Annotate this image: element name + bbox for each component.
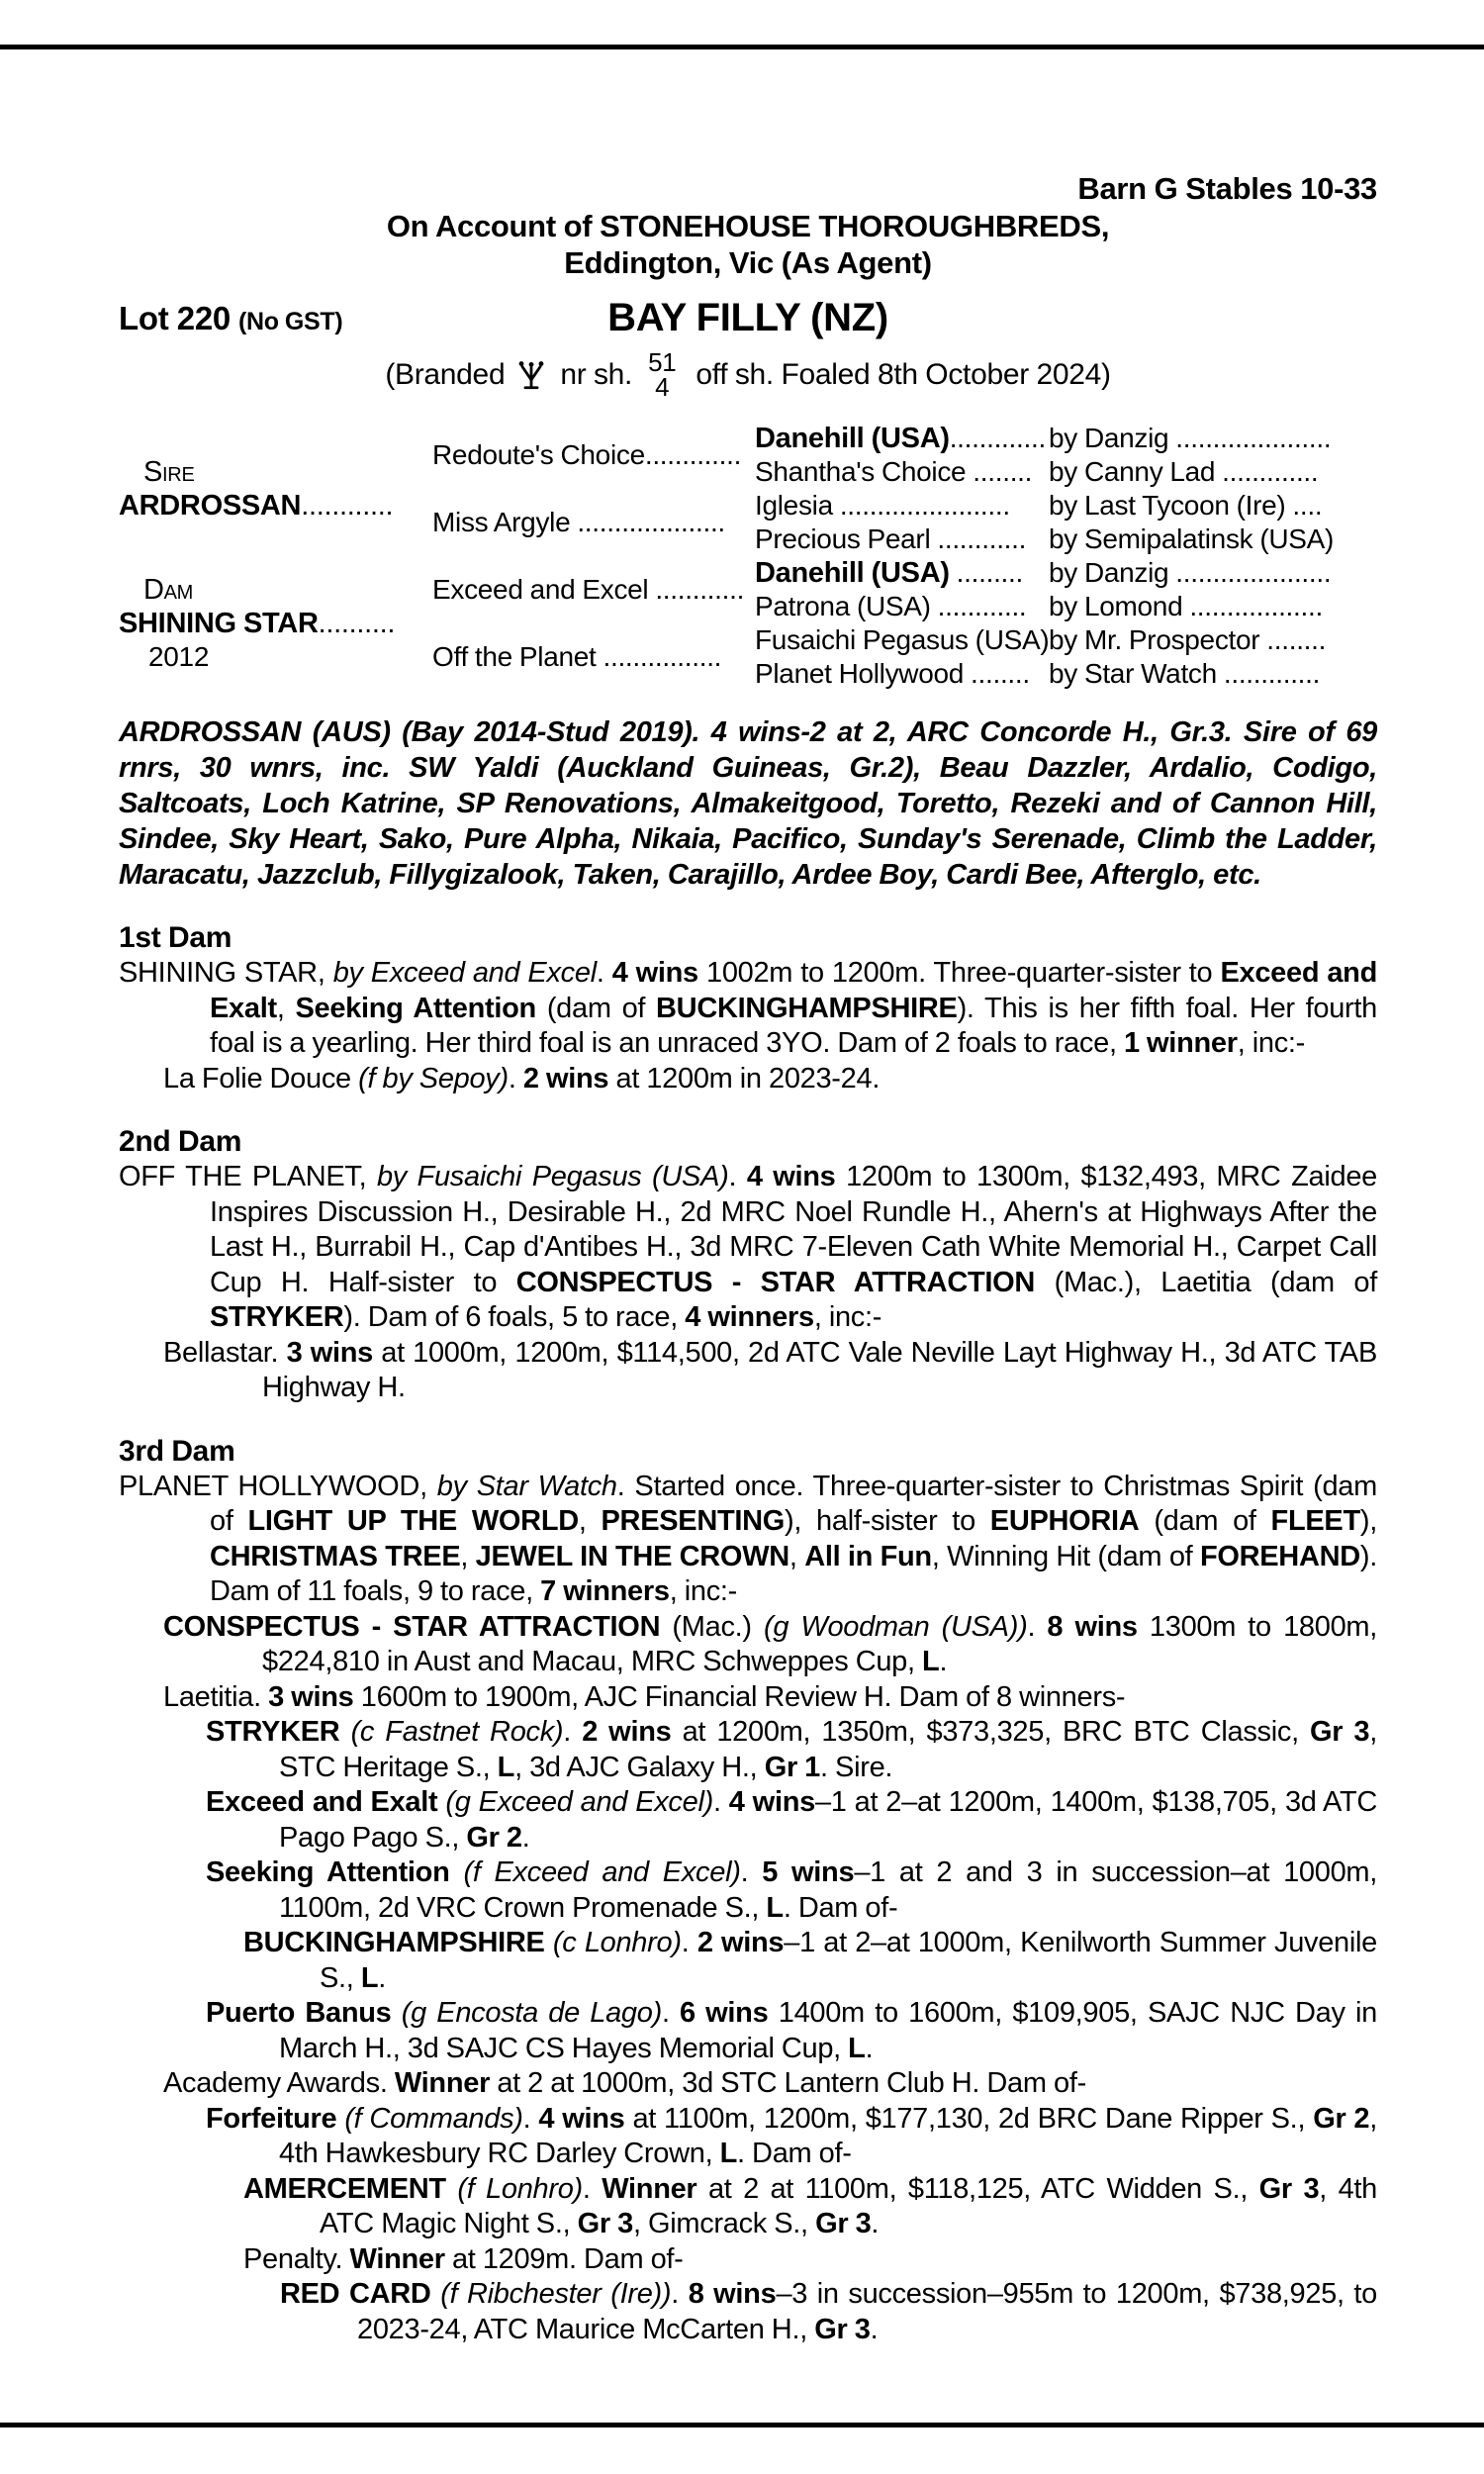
pedigree-entry: SHINING STAR, by Exceed and Excel. 4 wins 1002m to 1200m. Three-quarter-sister to Exceed and Exalt, Seeking Attention (dam of BUCKINGHAMPSHIRE). This is her fifth foal. Her fourth foal is a yearling. Her third foal is an unraced 3YO. Dam of 2 foals to race, 1 winner, inc:- [119,957,1378,1059]
gen2-column [432,422,755,691]
gen3-ancestor: Danehill (USA)............. [755,423,1046,454]
pedigree-entry: La Folie Douce (f by Sepoy). 2 wins at 1200m in 2023-24. [163,1062,881,1094]
vendor-location-line: Eddington, Vic (As Agent) [564,245,932,280]
lot-number [119,300,342,337]
pedigree-entry: BUCKINGHAMPSHIRE (c Lonhro). 2 wins–1 at 2–at 1000m, Kenilworth Summer Juvenile S., L. [243,1927,1378,1994]
dam-section-heading: 1st Dam [119,921,232,954]
dam-section [119,1433,1377,2348]
gen4-ancestor: by Danzig ..................... [1049,423,1332,453]
horse-brand-icon [516,358,546,392]
pedigree-entry: PLANET HOLLYWOOD, by Star Watch. Started once. Three-quarter-sister to Christmas Spirit (dam of LIGHT UP THE WORLD, PRESENTING), half-sister to EUPHORIA (dam of FLEET), CHRISTMAS TREE, JEWEL IN THE CROWN, All in Fun, Winning Hit (dam of FOREHAND). Dam of 11 foals, 9 to race, 7 winners, inc:- [119,1470,1378,1607]
foaling-date-text: off sh. Foaled 8th October 2024) [696,358,1111,391]
gen4-column [1049,422,1377,691]
lot-title-row [119,291,1377,344]
vendor-account-line: On Account of STONEHOUSE THOROUGHBREDS, [386,209,1110,243]
gen3-column [755,422,1049,691]
dam-section [119,1123,1377,1406]
pedigree-entry: RED CARD (f Ribchester (Ire)). 8 wins–3 in succession–955m to 1200m, $738,925, to 2023-24, ATC Maurice McCarten H., Gr 3. [280,2278,1378,2345]
leader-dots: .......... [318,608,396,639]
pedigree-entry: Academy Awards. Winner at 2 at 1000m, 3d STC Lantern Club H. Dam of- [163,2067,1086,2099]
gen4-ancestor: by Lomond .................. [1049,591,1323,621]
sire-cell [119,422,432,556]
branding-line [119,347,1377,402]
leader-dots: ............ [301,490,394,522]
gen2-ancestor: Off the Planet ................ [432,641,722,672]
gen3-ancestor: Iglesia ....................... [755,490,1010,521]
dam-cell [119,556,432,691]
gen2-ancestor: Miss Argyle .................... [432,507,725,537]
gen4-ancestor: by Danzig ..................... [1049,557,1332,588]
pedigree-entry: Exceed and Exalt (g Exceed and Excel). 4 wins–1 at 2–at 1200m, 1400m, $138,705, 3d ATC Pago Pago S., Gr 2. [206,1786,1378,1854]
gst-note: (No GST) [237,308,343,335]
pedigree-entry: AMERCEMENT (f Lonhro). Winner at 2 at 1100m, $118,125, ATC Widden S., Gr 3, 4th ATC Magic Night S., Gr 3, Gimcrack S., Gr 3. [243,2172,1377,2239]
pedigree-entry: Bellastar. 3 wins at 1000m, 1200m, $114,500, 2d ATC Vale Neville Layt Highway H., 3d ATC TAB Highway H. [163,1336,1377,1403]
sire-label: Sire [143,456,195,488]
pedigree-entry: OFF THE PLANET, by Fusaichi Pegasus (USA). 4 wins 1200m to 1300m, $132,493, MRC Zaidee Inspires Discussion H., Desirable H., 2d MRC Noel Rundle H., Ahern's at Highways After the Last H., Burrabil H., Cap d'Antibes H., 3d MRC 7-Eleven Cath White Memorial H., Carpet Call Cup H. Half-sister to CONSPECTUS - STAR ATTRACTION (Mac.), Laetitia (dam of STRYKER). Dam of 6 foals, 5 to race, 4 winners, inc:- [119,1161,1377,1333]
page-content [119,170,1377,2347]
barn-location: Barn G Stables 10-33 [1077,171,1377,206]
pedigree-entry: STRYKER (c Fastnet Rock). 2 wins at 1200m, 1350m, $373,325, BRC BTC Classic, Gr 3, STC Heritage S., L, 3d AJC Galaxy H., Gr 1. Sire. [206,1716,1377,1783]
gen2-ancestor: Exceed and Excel ............ [432,574,745,605]
gen3-ancestor: Danehill (USA) ......... [755,557,1023,589]
sire-summary-paragraph: ARDROSSAN (AUS) (Bay 2014-Stud 2019). 4 wins-2 at 2, ARC Concorde H., Gr.3. Sire of 69 rnrs, 30 wnrs, inc. SW Yaldi (Auckland Guineas, Gr.2), Beau Dazzler, Ardalio, Codigo, Saltcoats, Loch Katrine, SP Renovations, Almakeitgood, Toretto, Rezeki and of Cannon Hill, Sindee, Sky Heart, Sako, Pure Alpha, Nikaia, Pacifico, Sunday's Serenade, Climb the Ladder, Maracatu, Jazzclub, Fillygizalook, Taken, Carajillo, Ardee Boy, Cardi Bee, Afterglo, etc. [119,716,1377,891]
gen3-ancestor: Fusaichi Pegasus (USA) [755,624,1049,655]
gen4-ancestor: by Mr. Prospector ........ [1049,624,1327,655]
dam-name: SHINING STAR.......... [119,608,396,639]
gen4-ancestor: by Semipalatinsk (USA) [1049,523,1335,554]
leader-dots: ........ [964,658,1030,689]
top-border-rule [0,45,1484,49]
gen3-ancestor: Patrona (USA) ............ [755,591,1027,621]
dam-foaling-year: 2012 [148,641,210,672]
leader-dots: ......... [949,557,1023,588]
gen4-ancestor: by Canny Lad ............. [1049,456,1319,487]
gen3-ancestor: Shantha's Choice ........ [755,456,1033,487]
brand-number-bottom: 4 [655,372,670,402]
dam-section-heading: 3rd Dam [119,1434,235,1468]
leader-dots: ............. [949,423,1046,453]
pedigree-entry: Forfeiture (f Commands). 4 wins at 1100m, 1200m, $177,130, 2d BRC Dane Ripper S., Gr 2, 4th Hawkesbury RC Darley Crown, L. Dam of- [206,2102,1378,2169]
near-shoulder-label: nr sh. [560,358,633,391]
brand-number-top: 51 [648,347,677,377]
pedigree-entry: Laetitia. 3 wins 1600m to 1900m, AJC Financial Review H. Dam of 8 winners- [163,1680,1126,1713]
branded-prefix: (Branded [385,358,506,391]
page-title: BAY FILLY (NZ) [607,296,888,339]
gen4-ancestor: by Last Tycoon (Ire) .... [1049,490,1323,521]
gen3-ancestor: Precious Pearl ............ [755,523,1027,554]
dam-sections [119,919,1377,2347]
dam-section [119,919,1377,1096]
gen1-column [119,422,432,691]
leader-dots: ........ [966,456,1033,487]
pedigree-table [119,422,1377,691]
pedigree-entry: Puerto Banus (g Encosta de Lago). 6 wins 1400m to 1600m, $109,905, SAJC NJC Day in March H., 3d SAJC CS Hayes Memorial Cup, L. [206,1997,1377,2064]
sire-name: ARDROSSAN............ [119,490,394,522]
gen2-ancestor: Redoute's Choice............. [432,439,742,470]
dam-label: Dam [143,574,194,606]
pedigree-entry: Penalty. Winner at 1209m. Dam of- [243,2242,684,2275]
leader-dots: ....................... [832,490,1010,521]
gen3-ancestor: Planet Hollywood ........ [755,658,1030,689]
leader-dots: ............ [930,523,1027,554]
pedigree-entry: Seeking Attention (f Exceed and Excel). 5 wins–1 at 2 and 3 in succession–at 1000m, 1100m, 2d VRC Crown Promenade S., L. Dam of- [206,1856,1378,1924]
brand-number [648,347,677,402]
lot-label: Lot 220 [119,300,231,336]
dam-section-heading: 2nd Dam [119,1125,242,1158]
bottom-border-rule [0,2423,1484,2427]
gen4-ancestor: by Star Watch ............. [1049,658,1321,689]
pedigree-entry: CONSPECTUS - STAR ATTRACTION (Mac.) (g Woodman (USA)). 8 wins 1300m to 1800m, $224,810 in Aust and Macau, MRC Schweppes Cup, L. [163,1610,1378,1677]
leader-dots: ............ [930,591,1027,621]
